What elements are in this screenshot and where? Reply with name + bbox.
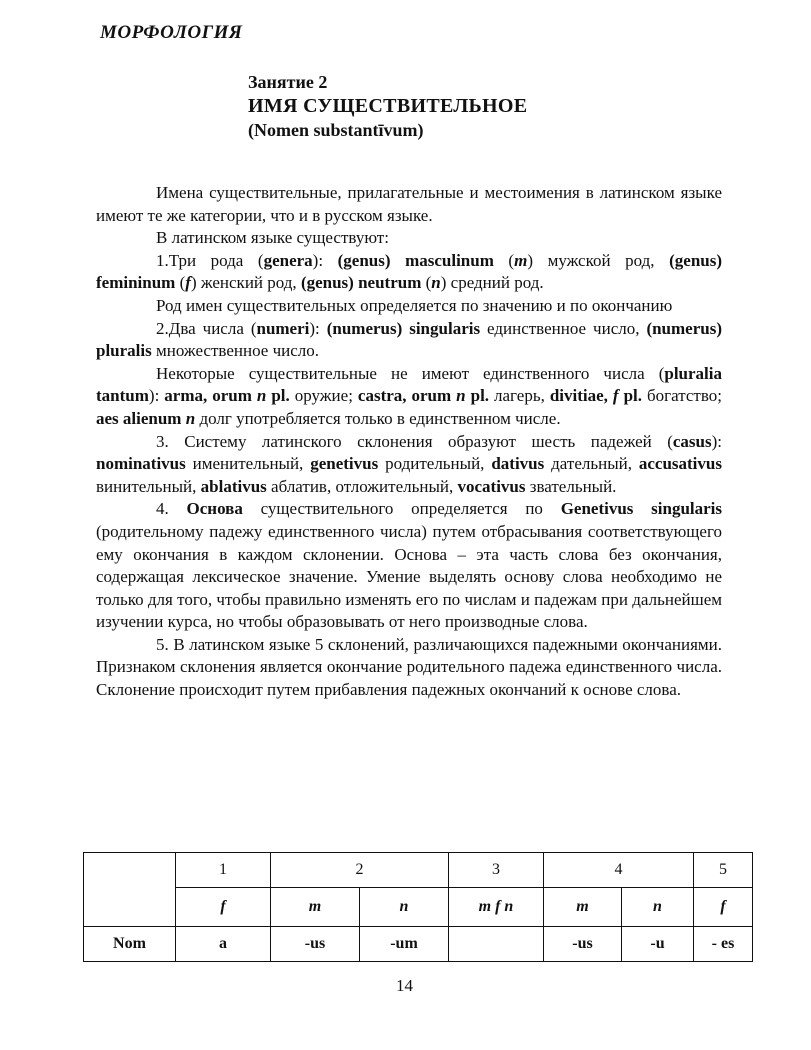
text-run: (родительному падежу единственного числа) путем отбрасывания соответствующего ему окончания в каждом склонении. Основа – эта часть слова без окончания, содержащая лексическое значение. Умение выделять основу слова необходимо не только для того, чтобы правильно изменять его по числам и падежам при дальнейшем изучении курса, но чтобы образовывать от него производные слова. (96, 521, 722, 632)
ending-cell: - es (694, 927, 753, 962)
text-run: 2.Два числа ( (156, 318, 257, 338)
text-run: лагерь, (489, 386, 550, 406)
gender-abbr: f (185, 273, 191, 293)
table-corner-cell (84, 853, 176, 927)
text-run: 5. В латинском языке 5 склонений, различающихся падежными окончаниями. Признаком склонения является окончание родительного падежа единственного числа. Склонение происходит путем прибавления падежных окончаний к основе слова. (96, 634, 722, 700)
declension-header: 4 (544, 853, 694, 888)
text-run: винительный, (96, 476, 201, 496)
ending-cell: -us (544, 927, 622, 962)
latin-term: pl. (266, 386, 290, 406)
latin-term: aes alienum (96, 408, 186, 428)
text-run: ) мужской род, (527, 250, 670, 270)
text-run: Имена существительные, прилагательные и местоимения в латинском языке имеют те же категории, что и в русском языке. (96, 183, 722, 225)
gender-cell: m (271, 888, 360, 927)
text-run: аблатив, отложительный, (266, 476, 458, 496)
text-run: долг употребляется только в единственном числе. (195, 408, 561, 428)
declension-header: 5 (694, 853, 753, 888)
text-run: ) женский род, (190, 273, 301, 293)
latin-term: Genetivus singularis (560, 499, 723, 519)
paragraph (96, 250, 722, 295)
ending-cell: a (176, 927, 271, 962)
latin-term: genera (263, 250, 313, 270)
lesson-latin-title: (Nomen substantīvum) (248, 120, 424, 140)
text-run: Род имен существительных определяется по значению и по окончанию (156, 295, 673, 315)
text-run: Некоторые существительные не имеют единственного числа ( (156, 363, 665, 383)
gender-cell: n (622, 888, 694, 927)
gender-abbr: n (185, 408, 196, 428)
text-run: оружие; (289, 386, 358, 406)
paragraph (96, 318, 722, 363)
paragraph (96, 227, 722, 250)
text-run: дательный, (544, 454, 639, 474)
latin-term: (genus) neutrum (300, 273, 422, 293)
gender-cell: n (360, 888, 449, 927)
gender-abbr: m (514, 250, 528, 270)
text-run: ( (421, 273, 432, 293)
text-run: 3. Систему латинского склонения образуют шесть падежей ( (156, 431, 673, 451)
running-head: МОРФОЛОГИЯ (100, 22, 243, 43)
declension-table (83, 852, 753, 962)
lesson-heading (248, 70, 527, 142)
gender-cell: m (544, 888, 622, 927)
paragraph (96, 182, 722, 227)
latin-term: nominativus (96, 454, 186, 474)
latin-term: pl. (465, 386, 490, 406)
latin-term: ablativus (200, 476, 267, 496)
latin-term: arma, orum (164, 386, 257, 406)
latin-term: genetivus (310, 454, 379, 474)
latin-term: (numerus) singularis (326, 318, 481, 338)
latin-term: divitiae, (549, 386, 613, 406)
table-gender-row (84, 888, 753, 927)
text-run: В латинском языке существуют: (156, 228, 389, 248)
latin-term: Основа (186, 499, 243, 519)
ending-cell: -us (271, 927, 360, 962)
text-run: единственное число, (480, 318, 647, 338)
latin-term: dativus (491, 454, 545, 474)
latin-term: vocativus (457, 476, 526, 496)
lesson-title: ИМЯ СУЩЕСТВИТЕЛЬНОЕ (248, 95, 528, 117)
latin-term: casus (672, 431, 712, 451)
text-run: 1.Три рода ( (156, 250, 264, 270)
paragraph (96, 498, 722, 634)
case-label: Nom (84, 927, 176, 962)
text-run: ( (493, 250, 515, 270)
text-run: богатство; (642, 386, 722, 406)
text-run: звательный. (525, 476, 617, 496)
text-run: ): (312, 250, 338, 270)
declension-header: 2 (271, 853, 449, 888)
latin-term: (numerus) pluralis (96, 318, 722, 361)
paragraph (96, 295, 722, 318)
gender-abbr: f (612, 386, 619, 406)
ending-cell: -um (360, 927, 449, 962)
lesson-number: Занятие 2 (248, 72, 328, 92)
paragraph (96, 634, 722, 702)
ending-cell (449, 927, 544, 962)
table-row (84, 927, 753, 962)
gender-abbr: n (256, 386, 267, 406)
paragraph (96, 363, 722, 431)
page-number: 14 (396, 976, 413, 995)
text-run: ): (711, 431, 722, 451)
text-run: ( (175, 273, 186, 293)
gender-abbr: n (456, 386, 466, 406)
latin-term: castra, orum (357, 386, 457, 406)
latin-term: accusativus (638, 454, 722, 474)
latin-term: (genus) masculinum (337, 250, 494, 270)
gender-cell: f (694, 888, 753, 927)
text-run: ) средний род. (440, 273, 544, 293)
latin-term: pl. (618, 386, 643, 406)
text-run: 4. (156, 499, 187, 519)
body-text (96, 182, 722, 702)
text-run: множественное число. (151, 341, 319, 361)
latin-term: (genus) femininum (96, 250, 723, 293)
text-run: ): (148, 386, 165, 406)
ending-cell: -u (622, 927, 694, 962)
text-run: родительный, (378, 454, 492, 474)
declension-header: 3 (449, 853, 544, 888)
gender-abbr: n (431, 273, 441, 293)
text-run: ): (309, 318, 327, 338)
gender-cell: f (176, 888, 271, 927)
latin-term: pluralia tantum (96, 363, 722, 406)
table-header-row (84, 853, 753, 888)
paragraph (96, 431, 722, 499)
gender-cell: m f n (449, 888, 544, 927)
text-run: существительного определяется по (242, 499, 561, 519)
text-run: именительный, (185, 454, 311, 474)
latin-term: numeri (256, 318, 310, 338)
declension-header: 1 (176, 853, 271, 888)
